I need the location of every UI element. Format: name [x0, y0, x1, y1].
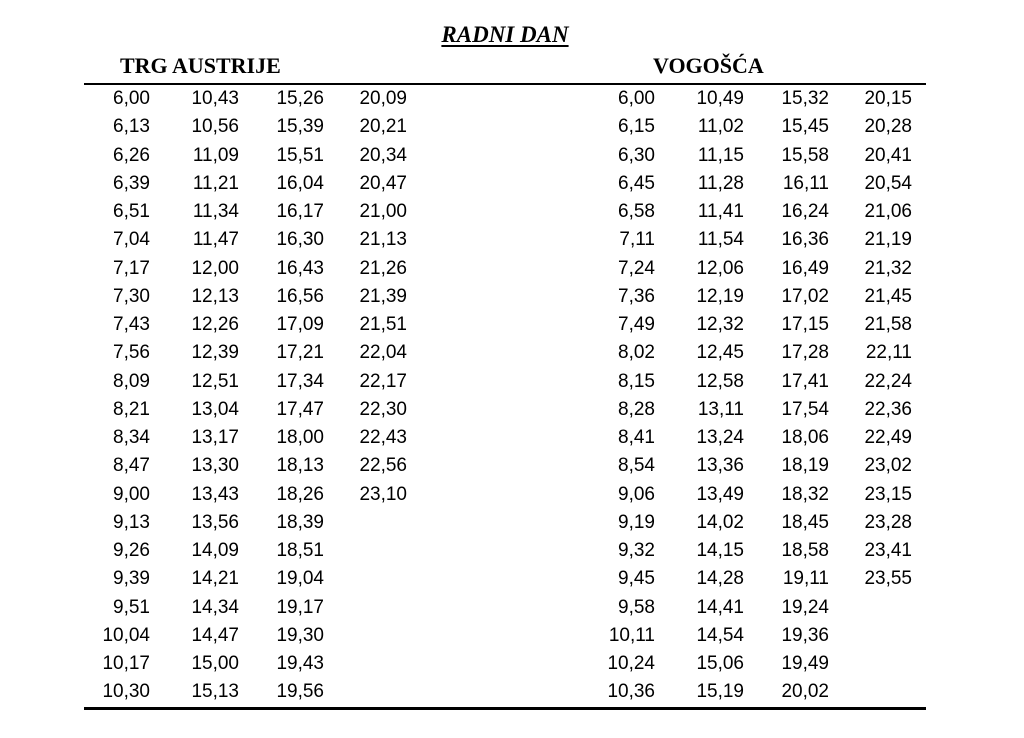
departure-time: 20,15: [864, 88, 912, 109]
departure-time: 13,43: [191, 483, 239, 505]
departure-time: 8,09: [113, 370, 150, 392]
departure-time: 13,36: [696, 455, 744, 477]
departure-time: 20,02: [781, 681, 829, 703]
departure-time: 17,54: [781, 398, 829, 420]
departure-time: 7,11: [619, 229, 655, 251]
departure-time: 15,58: [781, 144, 829, 166]
departure-time: 15,51: [276, 144, 324, 166]
station-heading-vogosca: VOGOŠĆA: [653, 53, 764, 78]
departure-time: 9,39: [113, 568, 150, 590]
departure-time: 15,19: [696, 681, 744, 703]
departure-time: 17,34: [276, 370, 324, 392]
departure-time: 16,30: [276, 229, 324, 251]
departure-time: 10,11: [608, 624, 655, 646]
departure-time: 19,56: [276, 681, 324, 703]
departure-time: 21,32: [864, 257, 912, 279]
departure-time: 9,51: [113, 596, 150, 618]
departure-time: 23,15: [864, 483, 912, 505]
departure-time: 19,11: [782, 568, 829, 590]
page-title: [0, 21, 1010, 49]
departure-time: 14,09: [191, 540, 239, 561]
departure-time: 17,21: [276, 342, 324, 364]
departure-time: 11,02: [697, 116, 744, 138]
departure-time: 11,41: [697, 201, 744, 222]
departure-time: 18,32: [781, 483, 829, 505]
departure-time: 9,00: [113, 483, 150, 505]
departures-left-column-2: [175, 85, 239, 707]
departure-time: 7,17: [113, 257, 150, 279]
departure-time: 14,41: [696, 596, 744, 618]
departure-time: 20,21: [359, 116, 407, 138]
departure-time: 19,49: [781, 653, 829, 674]
departure-time: 8,47: [113, 455, 150, 477]
departure-time: 18,45: [781, 511, 829, 533]
departure-time: 12,19: [696, 285, 744, 307]
departure-time: 12,45: [696, 342, 744, 364]
departure-time: 16,49: [781, 257, 829, 279]
departure-time: 21,58: [864, 314, 912, 335]
departure-time: 15,06: [696, 653, 744, 674]
departure-time: 17,15: [781, 314, 829, 335]
departure-time: 23,55: [864, 568, 912, 590]
departure-time: 13,04: [191, 398, 239, 420]
departure-time: 9,45: [618, 568, 655, 590]
departure-time: 14,15: [696, 540, 744, 561]
departure-time: 22,43: [359, 427, 407, 448]
departure-time: 6,26: [113, 144, 150, 166]
departure-time: 6,45: [618, 172, 655, 194]
departure-time: 7,49: [618, 314, 655, 335]
departure-time: 9,58: [618, 596, 655, 618]
departure-time: 10,56: [191, 116, 239, 138]
departure-time: 10,36: [607, 681, 655, 703]
departure-time: 14,47: [191, 624, 239, 646]
departure-time: 20,28: [864, 116, 912, 138]
footer-divider: [84, 707, 926, 710]
departure-time: 22,56: [359, 455, 407, 477]
departure-time: 22,24: [864, 370, 912, 392]
departure-time: 12,32: [696, 314, 744, 335]
departure-time: 7,56: [113, 342, 150, 364]
departure-time: 22,11: [865, 342, 912, 364]
departure-time: 11,09: [192, 144, 239, 166]
departure-time: 7,43: [113, 314, 150, 335]
departures-right-column-3: [765, 85, 829, 707]
departure-time: 15,13: [191, 681, 239, 703]
departure-time: 17,47: [276, 398, 324, 420]
departure-time: 12,39: [191, 342, 239, 364]
departure-time: 14,21: [191, 568, 239, 590]
departure-time: 23,41: [864, 540, 912, 561]
departure-time: 14,34: [191, 596, 239, 618]
departure-time: 16,04: [276, 172, 324, 194]
departure-time: 12,58: [696, 370, 744, 392]
departure-time: 13,49: [696, 483, 744, 505]
departure-time: 10,04: [102, 624, 150, 646]
departure-time: 13,56: [191, 511, 239, 533]
departure-time: 11,21: [192, 172, 239, 194]
page-title-text: RADNI DAN: [441, 22, 569, 47]
departures-left-column-4: [343, 85, 407, 509]
departure-time: 7,36: [618, 285, 655, 307]
departure-time: 8,21: [113, 398, 150, 420]
departure-time: 11,34: [192, 201, 239, 222]
departure-time: 9,06: [618, 483, 655, 505]
departure-time: 7,30: [113, 285, 150, 307]
departure-time: 20,34: [359, 144, 407, 166]
departure-time: 12,06: [696, 257, 744, 279]
departure-time: 11,54: [697, 229, 744, 251]
departures-right-column-1: [595, 85, 655, 707]
departure-time: 20,47: [359, 172, 407, 194]
departure-time: 10,49: [696, 88, 744, 109]
departure-time: 6,13: [113, 116, 150, 138]
departure-time: 12,00: [191, 257, 239, 279]
departure-time: 19,30: [276, 624, 324, 646]
departure-time: 21,26: [359, 257, 407, 279]
departure-time: 6,51: [113, 201, 150, 222]
departure-time: 10,17: [102, 653, 150, 674]
departure-time: 16,24: [781, 201, 829, 222]
departure-time: 20,41: [864, 144, 912, 166]
departure-time: 6,00: [113, 88, 150, 109]
departure-time: 21,39: [359, 285, 407, 307]
departure-time: 15,26: [276, 88, 324, 109]
departure-time: 6,15: [618, 116, 655, 138]
departure-time: 7,24: [618, 257, 655, 279]
departure-time: 19,24: [781, 596, 829, 618]
departure-time: 12,51: [191, 370, 239, 392]
departure-time: 17,09: [276, 314, 324, 335]
departure-time: 8,34: [113, 427, 150, 448]
departure-time: 9,32: [618, 540, 655, 561]
departure-time: 10,43: [191, 88, 239, 109]
departure-time: 23,02: [864, 455, 912, 477]
departure-time: 19,36: [781, 624, 829, 646]
departure-time: 15,00: [191, 653, 239, 674]
departure-time: 11,47: [192, 229, 239, 251]
departure-time: 6,00: [618, 88, 655, 109]
departure-time: 10,24: [607, 653, 655, 674]
departure-time: 18,00: [276, 427, 324, 448]
departure-time: 18,06: [781, 427, 829, 448]
departures-right-column-4: [848, 85, 912, 594]
departure-time: 6,30: [618, 144, 655, 166]
departure-time: 19,43: [276, 653, 324, 674]
departure-time: 15,45: [781, 116, 829, 138]
departure-time: 14,28: [696, 568, 744, 590]
departure-time: 21,19: [864, 229, 912, 251]
departure-time: 9,19: [618, 511, 655, 533]
departure-time: 10,30: [102, 681, 150, 703]
departure-time: 18,51: [276, 540, 324, 561]
departure-time: 19,17: [276, 596, 324, 618]
departure-time: 18,26: [276, 483, 324, 505]
departure-time: 22,49: [864, 427, 912, 448]
departure-time: 13,11: [697, 398, 744, 420]
departure-time: 21,45: [864, 285, 912, 307]
departure-time: 8,15: [618, 370, 655, 392]
departure-time: 12,13: [191, 285, 239, 307]
departure-time: 8,02: [618, 342, 655, 364]
departure-time: 8,41: [618, 427, 655, 448]
departure-time: 9,13: [113, 511, 150, 533]
departure-time: 22,30: [359, 398, 407, 420]
departure-time: 21,13: [359, 229, 407, 251]
station-heading-trg-austrije: TRG AUSTRIJE: [120, 53, 281, 78]
departure-time: 22,36: [864, 398, 912, 420]
departure-time: 20,54: [864, 172, 912, 194]
departure-time: 21,06: [864, 201, 912, 222]
departure-time: 17,28: [781, 342, 829, 364]
departure-time: 23,10: [359, 483, 407, 505]
departure-time: 16,56: [276, 285, 324, 307]
departures-left-column-3: [260, 85, 324, 707]
departure-time: 21,00: [359, 201, 407, 222]
departure-time: 15,32: [781, 88, 829, 109]
departure-time: 22,17: [359, 370, 407, 392]
departure-time: 21,51: [359, 314, 407, 335]
departure-time: 18,58: [781, 540, 829, 561]
departure-time: 12,26: [191, 314, 239, 335]
departures-left-column-1: [90, 85, 150, 707]
departure-time: 8,28: [618, 398, 655, 420]
departure-time: 19,04: [276, 568, 324, 590]
departure-time: 14,54: [696, 624, 744, 646]
departure-time: 23,28: [864, 511, 912, 533]
departure-time: 16,43: [276, 257, 324, 279]
departure-time: 15,39: [276, 116, 324, 138]
departure-time: 18,19: [781, 455, 829, 477]
departure-time: 16,17: [276, 201, 324, 222]
departure-time: 14,02: [696, 511, 744, 533]
departure-time: 7,04: [113, 229, 150, 251]
departures-right-column-2: [680, 85, 744, 707]
departure-time: 6,39: [113, 172, 150, 194]
departure-time: 16,11: [782, 172, 829, 194]
departure-time: 16,36: [781, 229, 829, 251]
departure-time: 22,04: [359, 342, 407, 364]
departure-time: 18,13: [276, 455, 324, 477]
departure-time: 6,58: [618, 201, 655, 222]
departure-time: 20,09: [359, 88, 407, 109]
departure-time: 17,41: [781, 370, 829, 392]
departure-time: 13,17: [191, 427, 239, 448]
departure-time: 18,39: [276, 511, 324, 533]
departure-time: 11,15: [697, 144, 744, 166]
departure-time: 9,26: [113, 540, 150, 561]
departure-time: 8,54: [618, 455, 655, 477]
departure-time: 11,28: [697, 172, 744, 194]
departure-time: 13,24: [696, 427, 744, 448]
departure-time: 17,02: [781, 285, 829, 307]
departure-time: 13,30: [191, 455, 239, 477]
